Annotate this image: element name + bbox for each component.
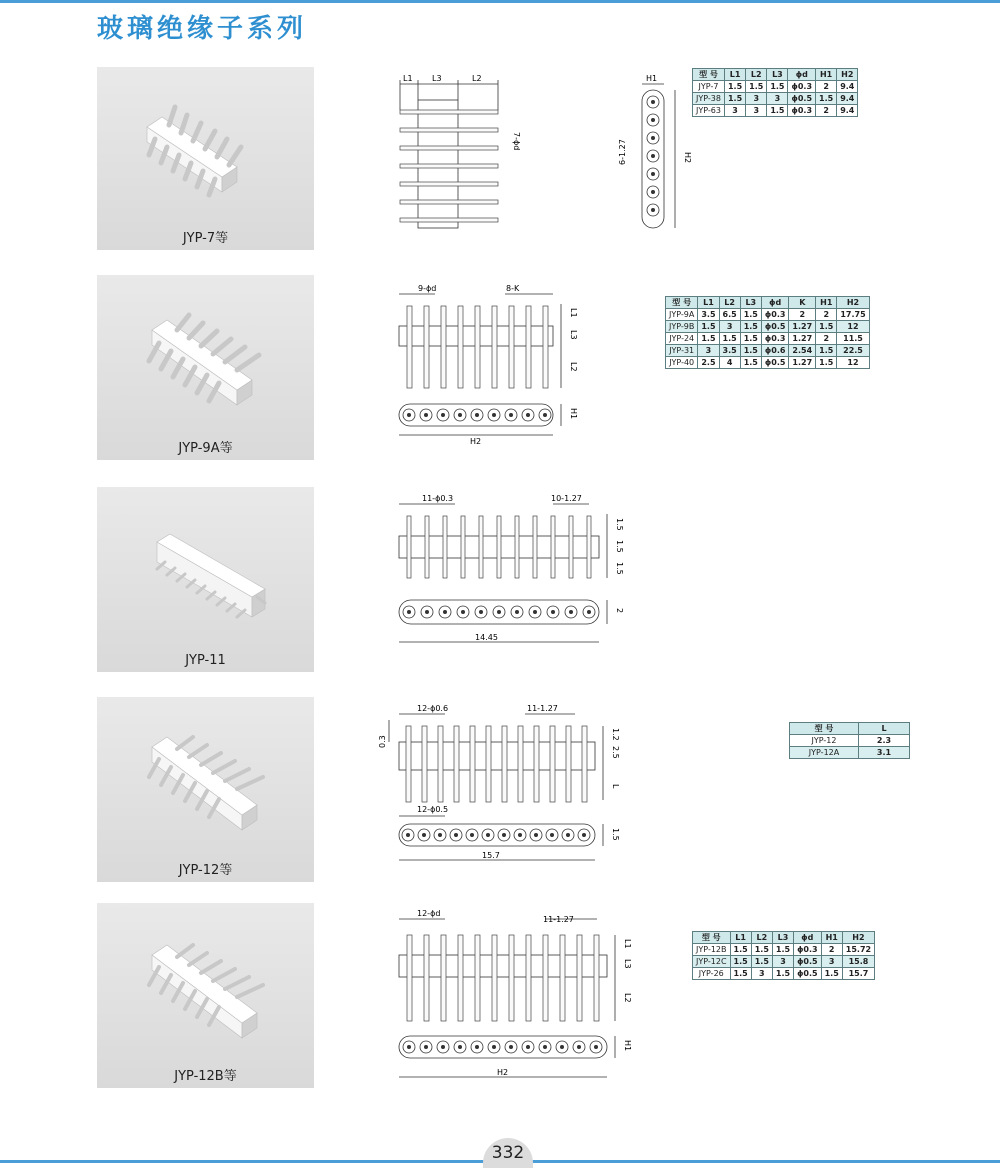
dim-top: 1.5 (615, 518, 624, 531)
spec-table-jyp-7 (692, 68, 858, 117)
product-label: JYP-7等 (182, 231, 229, 246)
table-header: 型 号 L (790, 723, 910, 735)
drawing-jyp-12 (375, 700, 620, 865)
dim-pitch: 8-K (506, 284, 520, 293)
dim-h1: H1 (569, 408, 578, 420)
dim-body: 2.5 (611, 746, 620, 759)
page-number: 332 (483, 1138, 533, 1168)
drawing-jyp-11 (385, 490, 625, 655)
insulator-image (97, 487, 314, 672)
dim-width: 1.5 (611, 828, 620, 841)
product-photo-jyp-9a (97, 275, 314, 460)
table-row: JYP-63 3 3 1.5 ϕ0.3 2 9.4 (693, 105, 858, 117)
product-photo-jyp-11 (97, 487, 314, 672)
dim-h1: H1 (623, 1040, 632, 1052)
dim-h2: H2 (470, 437, 482, 446)
dim-l3: L3 (569, 330, 578, 340)
table-row: JYP-12 2.3 (790, 735, 910, 747)
table-row: JYP-12B 1.5 1.5 1.5 ϕ0.3 2 15.72 (693, 944, 875, 956)
insulator-image (97, 697, 314, 882)
dim-length: 15.7 (482, 851, 500, 860)
dim-pins: 12-ϕd (417, 909, 441, 918)
dim-top: 1.2 (611, 728, 620, 741)
table-row: JYP-9B 1.5 3 1.5 ϕ0.5 1.27 1.5 12 (666, 321, 870, 333)
dim-pitch: 11-1.27 (527, 704, 558, 713)
dim-pitch: 6-1.27 (618, 139, 627, 165)
dim-l3: L3 (432, 74, 442, 83)
insulator-image (97, 903, 314, 1088)
dim-width: 2 (615, 608, 624, 614)
dim-l3: L3 (623, 959, 632, 969)
insulator-image (97, 67, 314, 250)
dim-l: L (611, 784, 620, 789)
table-row: JYP-12C 1.5 1.5 3 ϕ0.5 3 15.8 (693, 956, 875, 968)
table-row: JYP-38 1.5 3 3 ϕ0.5 1.5 9.4 (693, 93, 858, 105)
dim-pitch: 10-1.27 (551, 494, 582, 503)
insulator-image (97, 275, 314, 460)
product-photo-jyp-7 (97, 67, 314, 250)
page-title: 玻璃绝缘子系列 (97, 14, 308, 44)
table-row: JYP-12A 3.1 (790, 747, 910, 759)
spec-table-jyp-9a (665, 296, 870, 369)
dim-pins: 11-ϕ0.3 (422, 494, 454, 503)
dim-l1: L1 (569, 308, 578, 318)
dim-pins-bottom: 12-ϕ0.5 (417, 805, 449, 814)
spec-table-jyp-12 (789, 722, 910, 759)
product-label: JYP-12B等 (174, 1069, 237, 1084)
dim-pins: 9-ϕd (418, 284, 437, 293)
dim-l1: L1 (623, 939, 632, 949)
top-rule (0, 0, 1000, 3)
product-photo-jyp-12 (97, 697, 314, 882)
product-label: JYP-12等 (178, 863, 233, 878)
table-row: JYP-9A 3.5 6.5 1.5 ϕ0.3 2 2 17.75 (666, 309, 870, 321)
dim-bottom: 1.5 (615, 562, 624, 575)
table-header: 型 号 L1 L2 L3 ϕd K H1 H2 (666, 297, 870, 309)
spec-table-jyp-12b (692, 931, 875, 980)
dim-pitch: 11-1.27 (543, 915, 574, 924)
product-photo-jyp-12b (97, 903, 314, 1088)
drawing-jyp-12b (385, 905, 632, 1085)
dim-body: 1.5 (615, 540, 624, 553)
dim-l2: L2 (569, 362, 578, 372)
dim-pins: 12-ϕ0.6 (417, 704, 449, 713)
dim-h2: H2 (683, 152, 692, 164)
dim-length: 14.45 (475, 633, 498, 642)
product-label: JYP-11 (185, 653, 226, 668)
table-row: JYP-40 2.5 4 1.5 ϕ0.5 1.27 1.5 12 (666, 357, 870, 369)
dim-h1: H1 (646, 74, 658, 83)
drawing-jyp-9a (385, 280, 585, 445)
table-header: 型 号 L1 L2 L3 ϕd H1 H2 (693, 932, 875, 944)
product-label: JYP-9A等 (178, 441, 233, 456)
table-header: 型 号 L1 L2 L3 ϕd H1 H2 (693, 69, 858, 81)
table-row: JYP-24 1.5 1.5 1.5 ϕ0.3 1.27 2 11.5 (666, 333, 870, 345)
dim-l1: L1 (403, 74, 413, 83)
dim-h2: H2 (497, 1068, 509, 1077)
dim-l2: L2 (623, 993, 632, 1003)
dim-pins: 7-ϕd (512, 132, 521, 151)
drawing-jyp-7-top (615, 70, 695, 235)
dim-l2: L2 (472, 74, 482, 83)
table-row: JYP-26 1.5 3 1.5 ϕ0.5 1.5 15.7 (693, 968, 875, 980)
drawing-jyp-7-side (388, 70, 521, 235)
table-row: JYP-7 1.5 1.5 1.5 ϕ0.3 2 9.4 (693, 81, 858, 93)
table-row: JYP-31 3 3.5 1.5 ϕ0.6 2.54 1.5 22.5 (666, 345, 870, 357)
dim-offset: 0.3 (378, 735, 387, 748)
